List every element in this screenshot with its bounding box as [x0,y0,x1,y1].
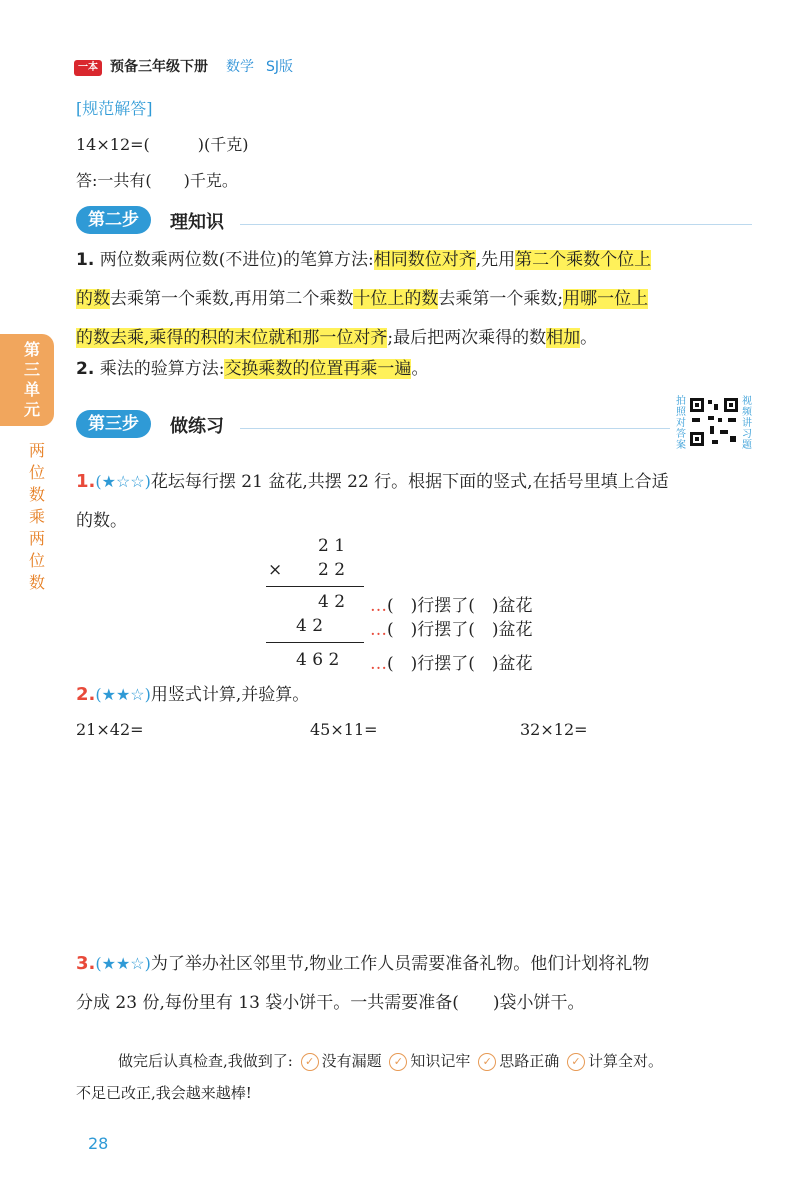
difficulty-stars: (★★☆) [95,954,151,973]
knowledge-item-2: 2. 乘法的验算方法:交换乘数的位置再乘一遍。 [76,359,429,379]
unit-topic: 两位数乘两位数 [28,441,45,592]
qr-caption-left: 拍照对答案 [676,396,686,451]
check-icon: ✓ [389,1053,407,1071]
answer-label: [规范解答] [76,99,153,118]
calc-divider-2 [266,642,364,643]
subject-label: 数学 [226,59,254,75]
calc-row-5: 4 6 2 [296,650,340,670]
step2-divider [240,224,752,225]
qr-caption-right: 视频讲习题 [742,396,752,451]
calc-divider-1 [266,586,364,587]
calc-times-sign: × [268,560,283,580]
step3-divider [240,428,670,429]
step3-badge: 第三步 [76,410,151,438]
unit-tab: 第三单元 [0,334,54,426]
knowledge-item-1: 1. 两位数乘两位数(不进位)的笔算方法:相同数位对齐,先用第二个乘数个位上 的数去乘第一个乘数,再用第二个乘数十位上的数去乘第一个乘数;用哪一位上 的数去乘,乘得的积的末位就和那一位对齐;最后把两次乘得的数相加。 [76,250,652,348]
calc-row-1: 2 1 [318,536,346,556]
calc-row-3: 4 2 [318,592,346,612]
answer-equation: 14×12=( )(千克) [76,135,249,154]
answer-sentence: 答:一共有( )千克。 [76,171,238,190]
qr-code-icon[interactable] [688,396,740,448]
calc-row-2: 2 2 [318,560,346,580]
difficulty-stars: (★☆☆) [95,472,151,491]
step2-title: 理知识 [170,212,224,233]
calc-note-1: …( )行摆了( )盆花 [370,596,533,616]
question-2: 2.(★★☆)用竖式计算,并验算。 [76,684,310,705]
edition-label: SJ版 [266,59,294,75]
problem-2: 45×11= [310,720,378,739]
self-check: 做完后认真检查,我做到了: ✓ 没有漏题 ✓ 知识记牢 ✓ 思路正确 ✓ 计算全对。 [118,1052,664,1070]
question-3: 3.(★★☆)为了举办社区邻里节,物业工作人员需要准备礼物。他们计划将礼物 分成 23 份,每份里有 13 袋小饼干。一共需要准备( )袋小饼干。 [76,953,650,1013]
book-title: 预备三年级下册 [110,59,208,75]
question-1: 1.(★☆☆)花坛每行摆 21 盆花,共摆 22 行。根据下面的竖式,在括号里填上合适 的数。 [76,471,669,531]
problem-3: 32×12= [520,720,588,739]
calc-row-4: 4 2 [296,616,324,636]
step3-title: 做练习 [170,416,224,437]
problem-1: 21×42= [76,720,144,739]
check-icon: ✓ [567,1053,585,1071]
check-icon: ✓ [478,1053,496,1071]
page-number: 28 [88,1134,109,1153]
calc-note-3: …( )行摆了( )盆花 [370,654,533,674]
self-check-line2: 不足已改正,我会越来越棒! [76,1084,252,1102]
difficulty-stars: (★★☆) [95,685,151,704]
check-icon: ✓ [301,1053,319,1071]
step2-badge: 第二步 [76,206,151,234]
brand-logo: 一本 [74,60,102,76]
calc-note-2: …( )行摆了( )盆花 [370,620,533,640]
